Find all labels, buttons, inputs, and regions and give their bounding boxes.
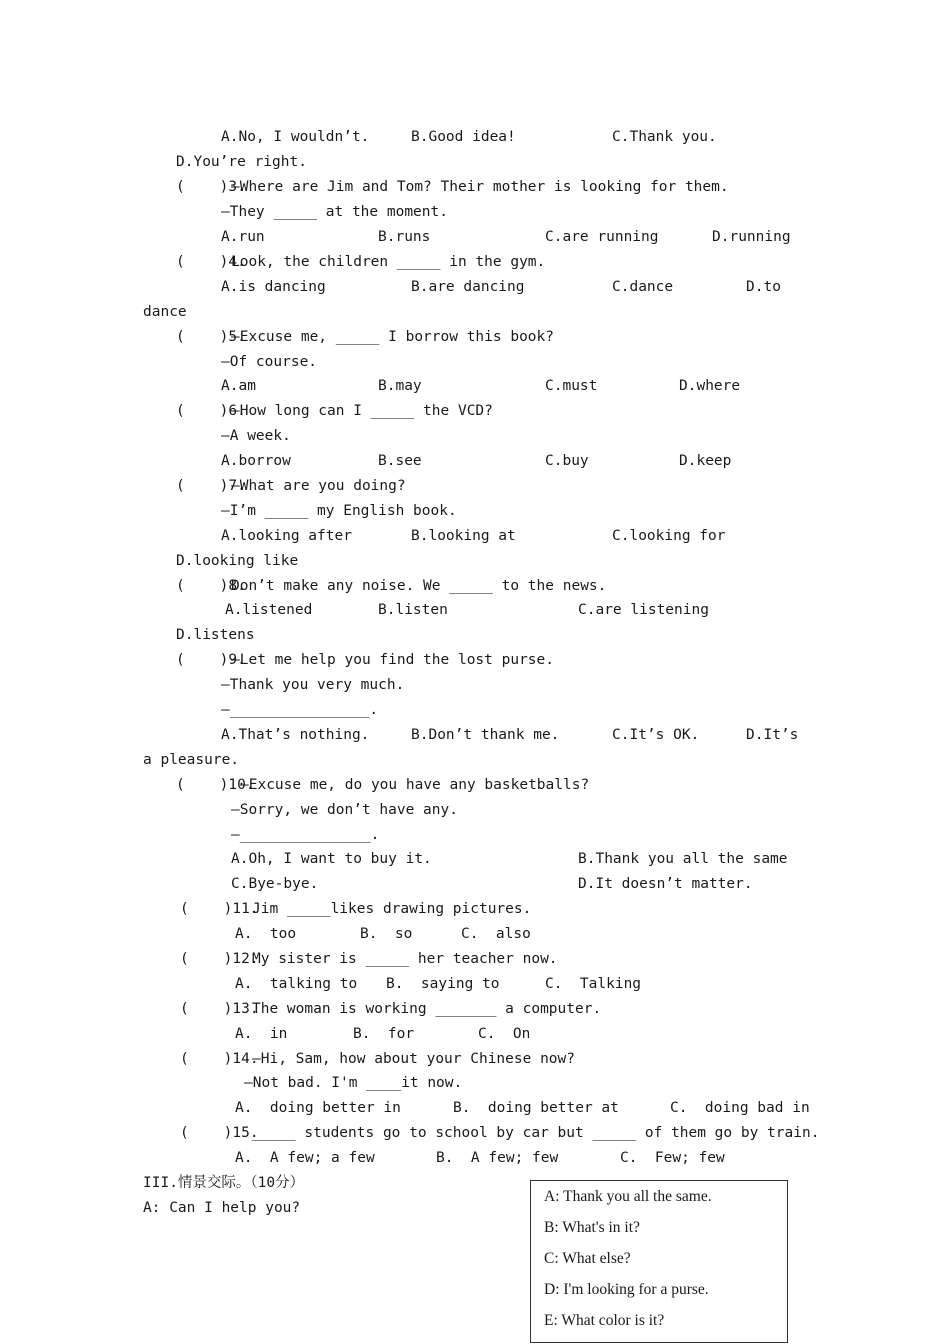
q5-answer-blank[interactable]: ( )5. xyxy=(176,329,246,345)
choice-c: C: What else? xyxy=(544,1250,631,1267)
q13-option-a: A. in xyxy=(235,1026,288,1042)
choice-e: E: What color is it? xyxy=(544,1312,665,1329)
q6-answer-blank[interactable]: ( )6. xyxy=(176,403,246,419)
q4-answer-blank[interactable]: ( )4. xyxy=(176,254,246,270)
q7-option-a: A.looking after xyxy=(221,528,352,544)
q14-option-a: A. doing better in xyxy=(235,1100,401,1116)
q7-option-c: C.looking for xyxy=(612,528,726,544)
q14-line2: —Not bad. I'm ____it now. xyxy=(244,1075,463,1091)
q4-option-c: C.dance xyxy=(612,279,674,295)
q9-stem: —Let me help you find the lost purse. xyxy=(231,652,555,668)
q3-line2: —They _____ at the moment. xyxy=(221,204,448,220)
choice-a: A: Thank you all the same. xyxy=(544,1188,712,1205)
q15-option-b: B. A few; few xyxy=(436,1150,559,1166)
q11-option-a: A. too xyxy=(235,926,297,942)
q9-option-c: C.It’s OK. xyxy=(612,727,700,743)
q6-option-d: D.keep xyxy=(679,453,732,469)
q13-stem: The woman is working _______ a computer. xyxy=(252,1001,602,1017)
q4-option-d: D.to xyxy=(746,279,781,295)
dialogue-line-a: A: Can I help you? xyxy=(143,1200,301,1216)
q6-option-a: A.borrow xyxy=(221,453,291,469)
q3-option-b: B.runs xyxy=(378,229,431,245)
q2-option-a: A.No, I wouldn’t. xyxy=(221,129,370,145)
q2-option-d: D.You’re right. xyxy=(176,154,307,170)
q4-option-b: B.are dancing xyxy=(411,279,525,295)
q14-option-c: C. doing bad in xyxy=(670,1100,810,1116)
q5-option-a: A.am xyxy=(221,378,256,394)
q15-option-a: A. A few; a few xyxy=(235,1150,375,1166)
q10-option-b: B.Thank you all the same xyxy=(578,851,788,867)
q3-option-a: A.run xyxy=(221,229,265,245)
q3-option-c: C.are running xyxy=(545,229,659,245)
q10-option-a: A.Oh, I want to buy it. xyxy=(231,851,432,867)
q5-line2: —Of course. xyxy=(221,354,318,370)
q15-stem: _____ students go to school by car but _____ of them go by train. xyxy=(252,1125,820,1141)
q3-stem: —Where are Jim and Tom? Their mother is looking for them. xyxy=(231,179,729,195)
q11-option-c: C. also xyxy=(461,926,531,942)
q6-option-c: C.buy xyxy=(545,453,589,469)
q9-option-d-wrap: a pleasure. xyxy=(143,752,240,768)
q8-option-c: C.are listening xyxy=(578,602,709,618)
q12-answer-blank[interactable]: ( )12. xyxy=(180,951,259,967)
q9-answer-blank[interactable]: ( )9. xyxy=(176,652,246,668)
q7-option-d: D.looking like xyxy=(176,553,299,569)
q2-option-b: B.Good idea! xyxy=(411,129,516,145)
q10-option-c: C.Bye-bye. xyxy=(231,876,319,892)
q9-option-d: D.It’s xyxy=(746,727,799,743)
q10-line2: —Sorry, we don’t have any. xyxy=(231,802,458,818)
q4-stem: Look, the children _____ in the gym. xyxy=(231,254,546,270)
q10-option-d: D.It doesn’t matter. xyxy=(578,876,753,892)
section-heading: III.情景交际。（10分） xyxy=(143,1175,305,1191)
q3-answer-blank[interactable]: ( )3. xyxy=(176,179,246,195)
q15-option-c: C. Few; few xyxy=(620,1150,725,1166)
q5-option-b: B.may xyxy=(378,378,422,394)
q5-option-d: D.where xyxy=(679,378,741,394)
q12-stem: My sister is _____ her teacher now. xyxy=(252,951,558,967)
q7-stem: —What are you doing? xyxy=(231,478,406,494)
q12-option-b: B. saying to xyxy=(386,976,500,992)
q10-line3: —_______________. xyxy=(231,827,380,843)
q5-stem: —Excuse me, _____ I borrow this book? xyxy=(231,329,555,345)
q11-stem: Jim _____likes drawing pictures. xyxy=(252,901,532,917)
q8-answer-blank[interactable]: ( )8. xyxy=(176,578,246,594)
q9-line2: —Thank you very much. xyxy=(221,677,405,693)
q11-option-b: B. so xyxy=(360,926,413,942)
q13-option-c: C. On xyxy=(478,1026,531,1042)
choice-b: B: What's in it? xyxy=(544,1219,640,1236)
q7-line2: —I’m _____ my English book. xyxy=(221,503,457,519)
q8-stem: Don’t make any noise. We _____ to the news. xyxy=(231,578,607,594)
q9-option-b: B.Don’t thank me. xyxy=(411,727,560,743)
q10-stem: —Excuse me, do you have any basketballs? xyxy=(240,777,590,793)
q14-answer-blank[interactable]: ( )14. xyxy=(180,1051,259,1067)
q4-option-d-wrap: dance xyxy=(143,304,187,320)
q12-option-c: C. Talking xyxy=(545,976,642,992)
q14-option-b: B. doing better at xyxy=(453,1100,619,1116)
q12-option-a: A. talking to xyxy=(235,976,358,992)
q15-answer-blank[interactable]: ( )15. xyxy=(180,1125,259,1141)
q7-answer-blank[interactable]: ( )7. xyxy=(176,478,246,494)
q8-option-d: D.listens xyxy=(176,627,255,643)
q9-line3: —________________. xyxy=(221,702,379,718)
choice-d: D: I'm looking for a purse. xyxy=(544,1281,709,1298)
q8-option-a: A.listened xyxy=(225,602,313,618)
answer-choices-box xyxy=(530,1180,788,1343)
q5-option-c: C.must xyxy=(545,378,598,394)
q6-stem: —How long can I _____ the VCD? xyxy=(231,403,493,419)
q4-option-a: A.is dancing xyxy=(221,279,326,295)
q9-option-a: A.That’s nothing. xyxy=(221,727,370,743)
q13-answer-blank[interactable]: ( )13. xyxy=(180,1001,259,1017)
q3-option-d: D.running xyxy=(712,229,791,245)
q6-option-b: B.see xyxy=(378,453,422,469)
q11-answer-blank[interactable]: ( )11. xyxy=(180,901,259,917)
q6-line2: —A week. xyxy=(221,428,291,444)
q8-option-b: B.listen xyxy=(378,602,448,618)
q7-option-b: B.looking at xyxy=(411,528,516,544)
q10-answer-blank[interactable]: ( )10. xyxy=(176,777,255,793)
q2-option-c: C.Thank you. xyxy=(612,129,717,145)
q13-option-b: B. for xyxy=(353,1026,415,1042)
q14-stem: —Hi, Sam, how about your Chinese now? xyxy=(252,1051,576,1067)
